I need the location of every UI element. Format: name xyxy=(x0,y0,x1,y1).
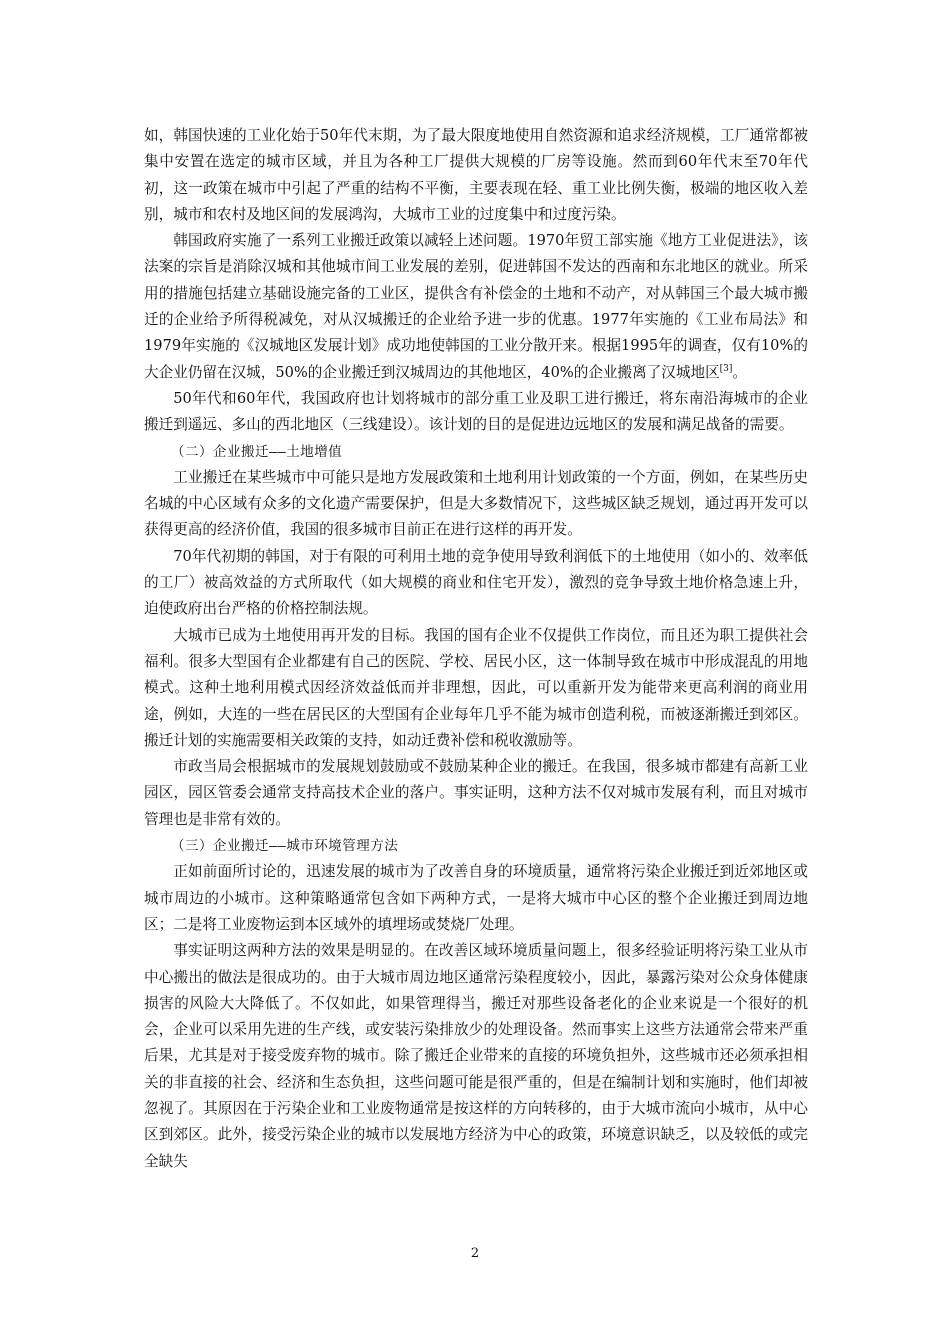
paragraph-relocation-strategy: 正如前面所讨论的，迅速发展的城市为了改善自身的环境质量，通常将污染企业搬迁到近郊地区或城市周边的小城市。这种策略通常包含如下两种方式，一是将大城市中心区的整个企业搬迁到周边地区；二是将工业废物运到本区域外的填埋场或焚烧厂处理。 xyxy=(144,863,808,933)
section-heading-land-value: （二）企业搬迁——土地增值 xyxy=(171,443,343,460)
paragraph-end-punctuation: 。 xyxy=(732,363,748,381)
paragraph-municipal-policy: 市政当局会根据城市的发展规划鼓励或不鼓励某种企业的搬迁。在我国，很多城市都建有高新工业园区，园区管委会通常支持高技术企业的落户。事实证明，这种方法不仅对城市发展有利，而且对城市管理也是非常有效的。 xyxy=(144,758,808,828)
citation-reference[interactable]: [3] xyxy=(719,363,733,374)
document-body xyxy=(144,123,808,1175)
paragraph-redevelopment: 工业搬迁在某些城市中可能只是地方发展政策和土地利用计划政策的一个方面，例如，在某些历史名城的中心区域有众多的文化遗产需要保护，但是大多数情况下，这些城区缺乏规划，通过再开发可以获得更高的经济价值，我国的很多城市目前正在进行这样的再开发。 xyxy=(144,468,808,539)
paragraph-state-enterprises: 大城市已成为土地使用再开发的目标。我国的国有企业不仅提供工作岗位，而且还为职工提供社会福利。很多大型国有企业都建有自己的医院、学校、居民小区，这一体制导致在城市中形成混乱的用地模式。这种土地利用模式因经济效益低而并非理想，因此，可以重新开发为能带来更高利润的商业用途，例如，大连的一些在居民区的大型国有企业每年几乎不能为城市创造利税，而被逐渐搬迁到郊区。搬迁计划的实施需要相关政策的支持，如动迁费补偿和税收激励等。 xyxy=(144,626,808,749)
paragraph-text: 韩国政府实施了一系列工业搬迁政策以减轻上述问题。1970年贸工部实施《地方工业促进法》，该法案的宗旨是消除汉城和其他城市间工业发展的差别，促进韩国不发达的西南和东北地区的就业。所采用的措施包括建立基础设施完备的工业区，提供含有补偿金的土地和不动产，对从韩国三个最大城市搬迁的企业给予所得税减免，对从汉城搬迁的企业给予进一步的优惠。1977年实施的《工业布局法》和1979年实施的《汉城地区发展计划》成功地使韩国的工业分散开来。根据1995年的调查，仅有10%的大企业仍留在汉城，50%的企业搬迁到汉城周边的其他地区，40%的企业搬离了汉城地区 xyxy=(144,232,808,381)
paragraph-korea-land-competition: 70年代初期的韩国，对于有限的可利用土地的竞争使用导致利润低下的土地使用（如小的、效率低的工厂）被高效益的方式所取代（如大规模的商业和住宅开发），激烈的竞争导致土地价格急速上升，迫使政府出台严格的价格控制法规。 xyxy=(144,547,808,618)
section-heading-environment-management: （三）企业搬迁——城市环境管理方法 xyxy=(171,838,399,855)
paragraph-continued: 如，韩国快速的工业化始于50年代末期，为了最大限度地使用自然资源和追求经济规模，工厂通常都被集中安置在选定的城市区域，并且为各种工厂提供大规模的厂房等设施。然而到60年代末至70年代初，这一政策在城市中引起了严重的结构不平衡，主要表现在轻、重工业比例失衡，极端的地区收入差别，城市和农村及地区间的发展鸿沟，大城市工业的过度集中和过度污染。 xyxy=(144,127,808,223)
paragraph-effects: 事实证明这两种方法的效果是明显的。在改善区域环境质量问题上，很多经验证明将污染工业从市中心搬出的做法是很成功的。由于大城市周边地区通常污染程度较小，因此，暴露污染对公众身体健康损害的风险大大降低了。不仅如此，如果管理得当，搬迁对那些设备老化的企业来说是一个很好的机会，企业可以采用先进的生产线，或安装污染排放少的处理设备。然而事实上这些方法通常会带来严重后果，尤其是对于接受废弃物的城市。除了搬迁企业带来的直接的环境负担外，这些城市还必须承担相关的非直接的社会、经济和生态负担，这些问题可能是很严重的，但是在编制计划和实施时，他们却被忽视了。其原因在于污染企业和工业废物通常是按这样的方向转移的，由于大城市流向小城市，从中心区到郊区。此外，接受污染企业的城市以发展地方经济为中心的政策，环境意识缺乏，以及较低的或完全缺失 xyxy=(144,942,808,1170)
paragraph-china-relocation: 50年代和60年代，我国政府也计划将城市的部分重工业及职工进行搬迁，将东南沿海城市的企业搬迁到遥远、多山的西北地区（三线建设）。该计划的目的是促进边远地区的发展和满足战备的需要。 xyxy=(144,389,808,434)
page-number: 2 xyxy=(470,1246,480,1261)
paragraph-korea-relocation-policy xyxy=(144,228,808,386)
